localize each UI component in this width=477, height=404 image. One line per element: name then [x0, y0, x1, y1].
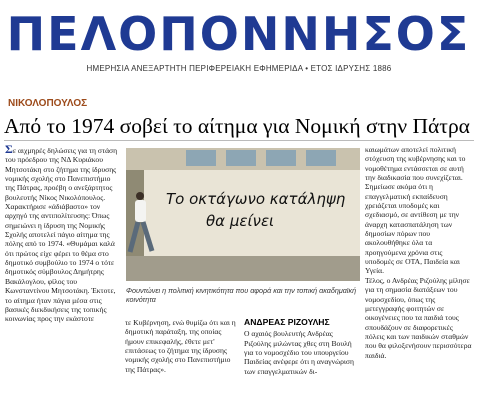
- body-paragraph: Ο αχαιός βουλευτής Ανδρέας Ριζούλης μιλώντας χθες στη Βουλή για το νομοσχέδιο του υπουργείου Παιδείας ανέφερε ότι η αναγνώριση των επαγγελματικών δι-: [244, 329, 354, 376]
- body-paragraph: Σημείωσε ακόμα ότι η επαγγελματική εκπαίδευση χρειάζεται υποδομές και σχεδιασμό, σε αντίθεση με την άναρχη κατασπατάληση των δημοσίων πόρων που ακολουθήθηκε όλα τα προηγούμενα χρόνια στις υποδομές σε ΟΤΑ, Παιδεία και Υγεία.: [365, 182, 460, 276]
- article-column-2: [125, 318, 241, 374]
- article-headline: Από το 1974 σοβεί το αίτημα για Νομική στην Πάτρα: [4, 114, 470, 138]
- article-column-4: [365, 145, 473, 360]
- photo-window: [186, 150, 216, 166]
- headline-divider: [4, 140, 474, 141]
- article-photo: [126, 148, 360, 281]
- section-byline: ΑΝΔΡΕΑΣ ΡΙΖΟΥΛΗΣ: [244, 317, 330, 327]
- newspaper-subtitle: ΗΜΕΡΗΣΙΑ ΑΝΕΞΑΡΤΗΤΗ ΠΕΡΙΦΕΡΕΙΑΚΗ ΕΦΗΜΕΡΙΔΑ • ΕΤΟΣ ΙΔΡΥΣΗΣ 1886: [86, 64, 392, 73]
- article-column-3: [244, 318, 358, 376]
- photo-window: [226, 150, 256, 166]
- article-kicker: ΝΙΚΟΛΟΠΟΥΛΟΣ: [8, 98, 88, 109]
- graffiti-text-2: θα μείνει: [206, 212, 275, 230]
- body-paragraph: Χαρακτήρισε «άδιάβαστο» τον αρχηγό της αντιπολίτευσης: Όπως σημειώνει η ίδρυση της Νομικής Σχολής αποτελεί πάγιο αίτημα της πόλης από το 1974. «Θυμάμαι καλά ότι πρώτος είχε φέρει το θέμα στο δημοτικό συμβούλιο το 1974 ο τότε δημοτικός σύμβουλος Δημήτρης Βακάλογλου, φίλος του Κωνσταντίνου Μητσοτάκη. Έκτοτε, το αίτημα ήταν πάγια μέσα στις βασικές διεκδικήσεις της τοπικής κοινωνίας προς την εκάστοτε: [5, 202, 116, 324]
- article-column-1: [5, 142, 122, 324]
- photo-caption: Φουντώνει η πολιτική κινητικότητα που αφορά και την τοπική ακαδημαϊκή κοινότητα: [126, 286, 357, 304]
- body-paragraph: Τέλος, ο Ανδρέας Ριζούλης μίλησε για τη σημασία διατάξεων του νομοσχεδίου, όπως της μετεγγραφής φοιτητών σε οικογένειες που τα παιδιά τους σπουδάζουν σε διαφορετικές πόλεις και των παιδικών σταθμών που θα φιλοξενήσουν περισσότερα παιδιά.: [365, 275, 472, 360]
- lead-text: ε αιχμηρές δηλώσεις για τη στάση του πρόεδρου της ΝΔ Κυριάκου Μητσοτάκη στο ζήτημα της ίδρυσης νομικής σχολής στο Πανεπιστήμιο της Πάτρας, προέβη ο ανεξάρτητος βουλευτής Νίκος Νικολόπουλος.: [5, 146, 118, 202]
- lead-paragraph: [5, 142, 122, 202]
- masthead: [0, 0, 477, 82]
- photo-window: [306, 150, 336, 166]
- body-paragraph: καιωμάτων αποτελεί πολιτική στόχευση της κυβέρνησης και το νομοθέτημα εντάσσεται σε αυτή την διαδικασία που συνεχίζεται.: [365, 145, 466, 183]
- drop-cap: Σ: [5, 142, 13, 156]
- photo-illustration: [126, 148, 360, 281]
- body-paragraph: τε Κυβέρνηση, ενώ θυμίζω ότι και η δημοτική παράταξη, της οποίας ήμουν επικεφαλής, έθετε μετ' επιτάσεως το ζήτημα της ίδρυσης νομικής σχολής στο Πανεπιστήμιο της Πάτρας».: [125, 318, 236, 374]
- newspaper-title: ΠΕΛΟΠΟΝΝΗΣΟΣ: [6, 7, 471, 61]
- graffiti-text-1: Το οκτάγωνο κατάληψη: [166, 190, 346, 208]
- photo-pavement: [126, 256, 360, 281]
- photo-window: [266, 150, 296, 166]
